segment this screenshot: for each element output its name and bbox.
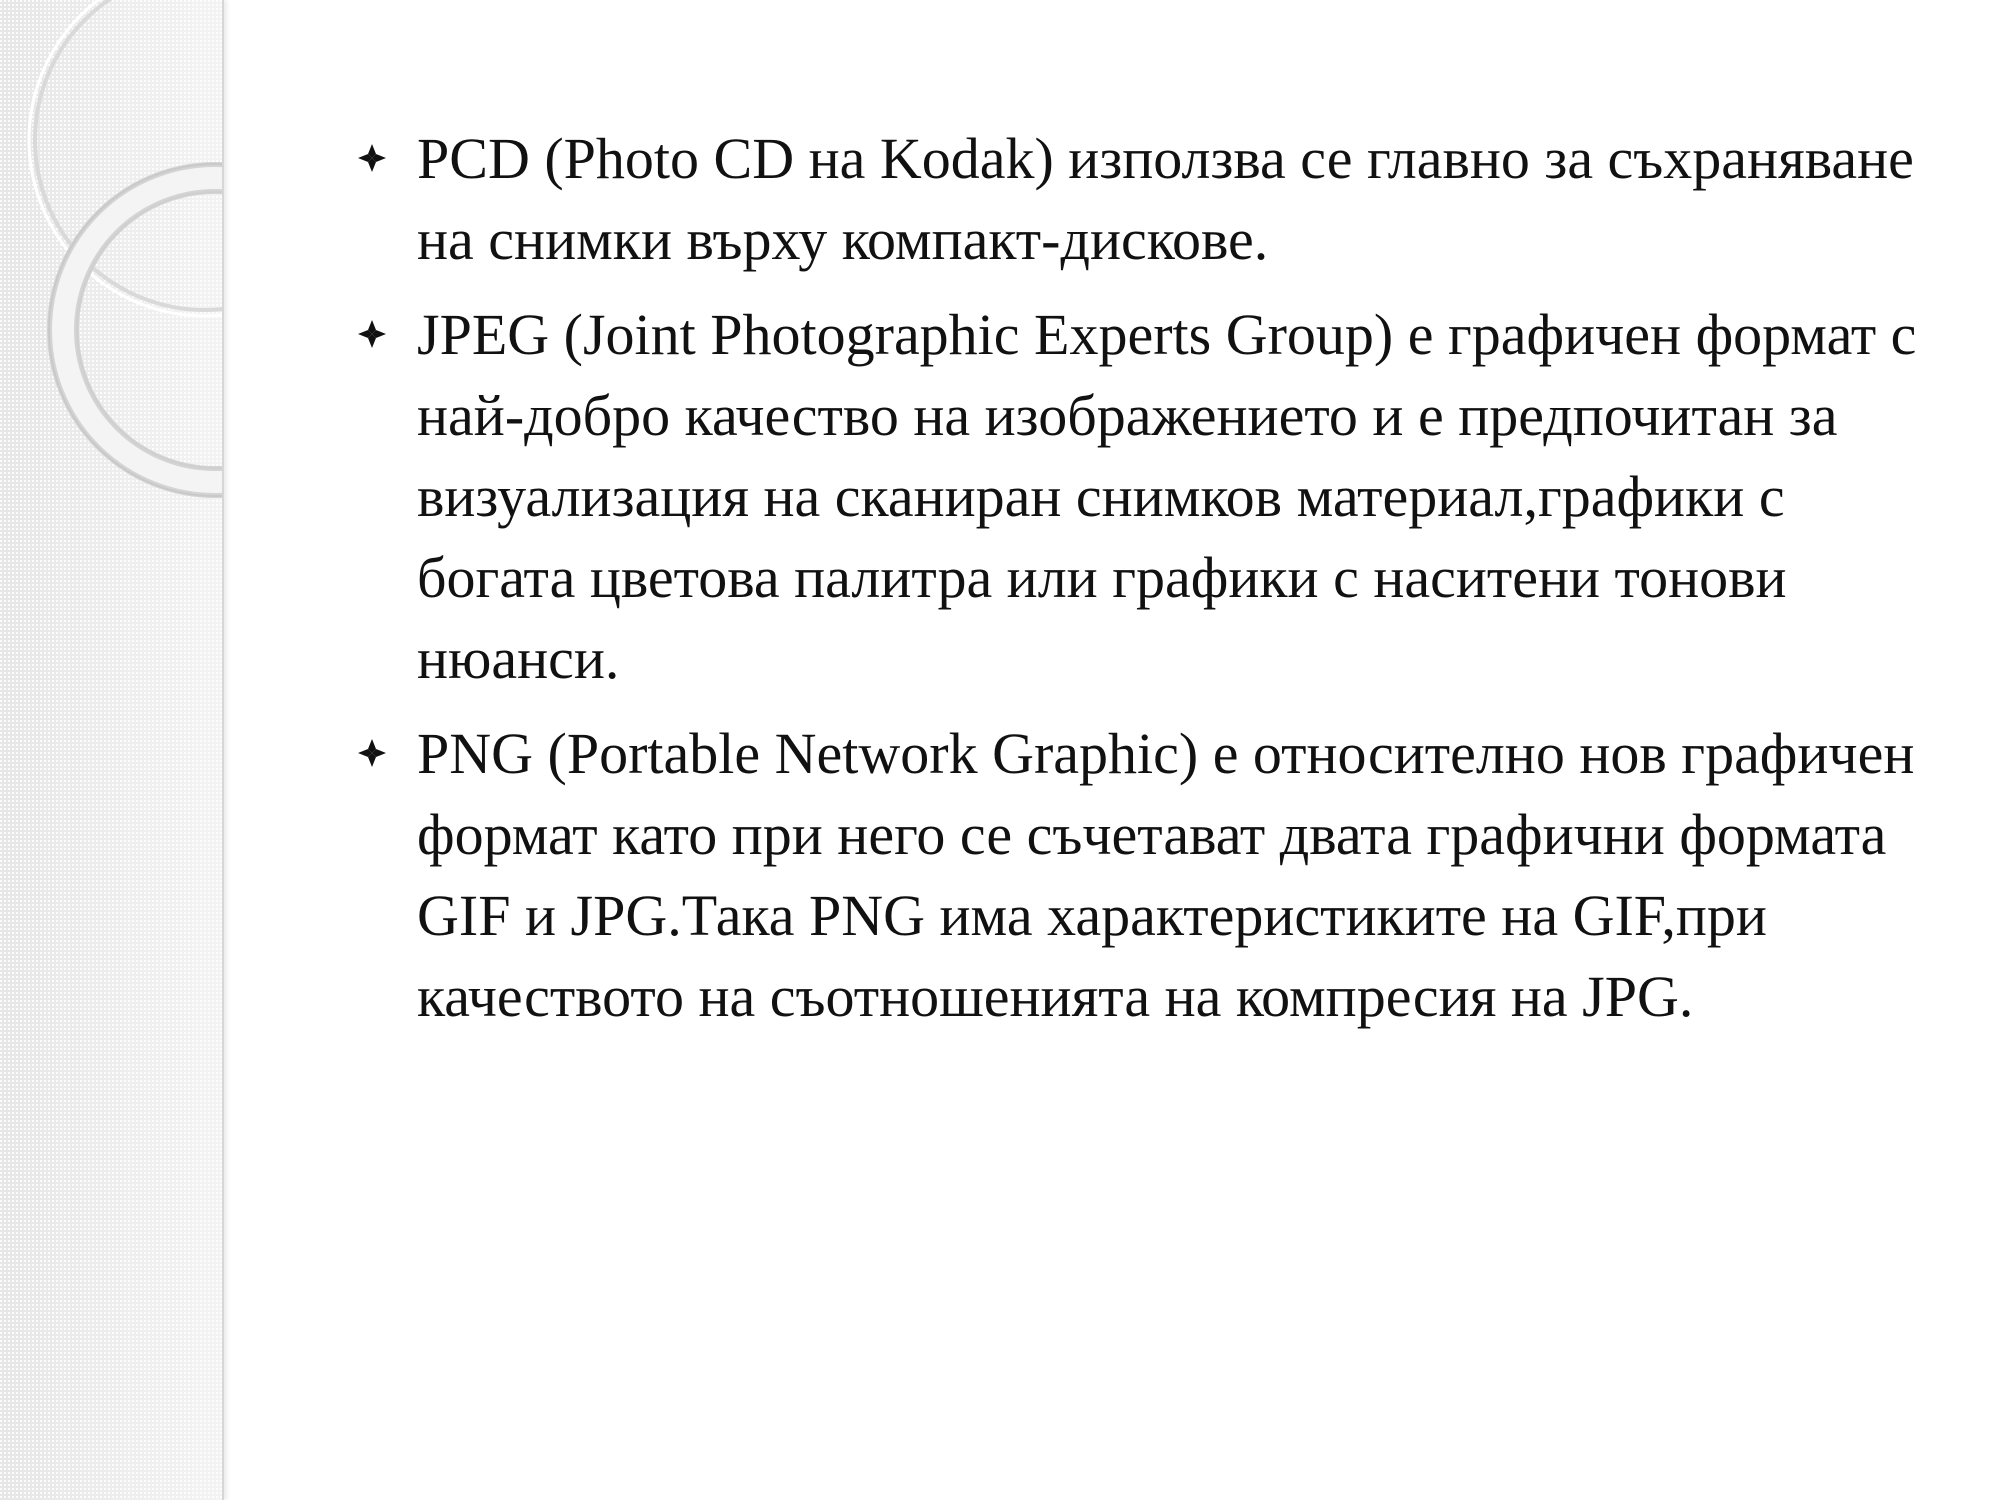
bullet-text-png: PNG (Portable Network Graphic) е относително нов графичен формат като при него се съчетават двата графични формата GIF и JPG.Така PNG има характеристиките на GIF,при качеството на съотношенията на компресия на JPG.: [417, 721, 1915, 1029]
decorative-side-panel: [0, 0, 224, 1500]
diamond-bullet-icon: [355, 141, 389, 175]
decorative-rings: [0, 0, 222, 520]
list-item: [355, 118, 1935, 280]
bullet-text-pcd: PCD (Photo CD на Kodak) използва се главно за съхраняване на снимки върху компакт-дискове.: [417, 126, 1914, 272]
bullet-list: [355, 118, 1935, 1051]
bullet-text-jpeg: JPEG (Joint Photographic Experts Group) е графичен формат с най-добро качество на изображението и е предпочитан за визуализация на сканиран снимков материал,графики с богата цветова палитра или графики с наситени тонови нюанси.: [417, 302, 1917, 691]
diamond-bullet-icon: [355, 317, 389, 351]
list-item: [355, 713, 1935, 1037]
list-item: [355, 294, 1935, 699]
diamond-bullet-icon: [355, 736, 389, 770]
